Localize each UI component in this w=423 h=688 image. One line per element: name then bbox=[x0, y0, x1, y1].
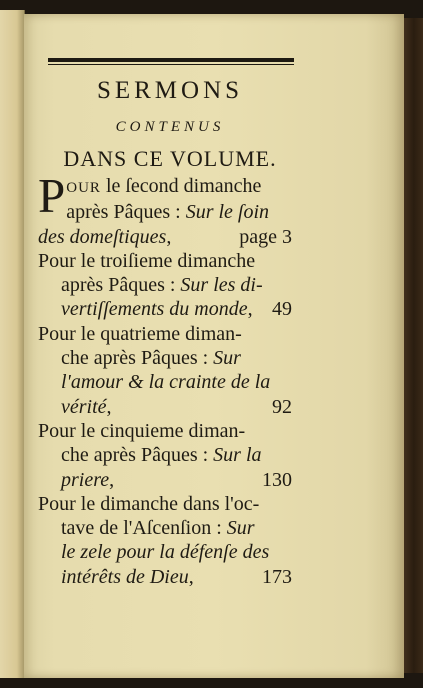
table-of-contents bbox=[38, 168, 292, 589]
page-number: 92 bbox=[272, 395, 292, 418]
entry-text: le ſecond dimanche bbox=[105, 175, 262, 197]
entry-comma: , bbox=[247, 298, 253, 321]
entry-text: Pour le cinquieme diman- bbox=[38, 419, 246, 442]
entry-subject: Sur le ſoin bbox=[185, 201, 270, 224]
toc-entry-3 bbox=[38, 322, 292, 419]
page-subtitle: CONTENUS bbox=[115, 119, 225, 135]
left-page-edge bbox=[0, 10, 25, 678]
entry-text: Pour le dimanche dans l'oc- bbox=[38, 492, 260, 515]
entry-subject: Sur la bbox=[213, 444, 262, 467]
toc-entry-2 bbox=[38, 249, 292, 322]
entry-subject: intérêts de Dieu bbox=[61, 565, 189, 588]
entry-text: après Pâques : bbox=[61, 274, 181, 297]
toc-entry-4 bbox=[38, 419, 292, 492]
page-subtitle-2: DANS CE VOLUME. bbox=[63, 146, 277, 171]
page-number: 49 bbox=[272, 298, 292, 321]
entry-text: Pour le quatrieme diman- bbox=[38, 322, 242, 345]
entry-text: che après Pâques : bbox=[61, 444, 214, 467]
page-label: page bbox=[239, 225, 277, 248]
entry-subject: des domeſtiques bbox=[38, 225, 167, 248]
page-title: SERMONS bbox=[96, 77, 244, 104]
entry-subject: Sur bbox=[213, 347, 241, 370]
page-number: 3 bbox=[282, 225, 292, 248]
entry-text: après Pâques : bbox=[66, 201, 186, 224]
toc-entry-1 bbox=[38, 168, 292, 249]
page-number: 173 bbox=[262, 565, 292, 588]
header-rule-thick bbox=[48, 58, 294, 62]
entry-text: Pour le troiſieme dimanche bbox=[38, 249, 256, 272]
drop-cap: P bbox=[38, 168, 66, 223]
entry-subject: le zele pour la défenſe des bbox=[61, 541, 270, 564]
entry-comma: , bbox=[109, 468, 115, 491]
entry-subject: priere bbox=[61, 468, 110, 491]
page-number: 130 bbox=[262, 468, 292, 491]
entry-subject: l'amour & la crainte de la bbox=[61, 371, 271, 394]
entry-subject: Sur bbox=[226, 517, 255, 540]
entry-subject: Sur les di- bbox=[180, 274, 263, 297]
entry-subject: vertiſſements du monde bbox=[61, 298, 248, 321]
entry-subject: vérité bbox=[61, 395, 107, 418]
entry-comma: , bbox=[166, 225, 172, 248]
entry-comma: , bbox=[106, 395, 112, 418]
entry-comma: , bbox=[188, 565, 194, 588]
entry-smallcaps: OUR bbox=[66, 180, 101, 196]
entry-text: tave de l'Aſcenſion : bbox=[61, 517, 227, 540]
header-rule-thin bbox=[48, 64, 294, 65]
toc-entry-5 bbox=[38, 492, 292, 589]
entry-text: che après Pâques : bbox=[61, 347, 214, 370]
